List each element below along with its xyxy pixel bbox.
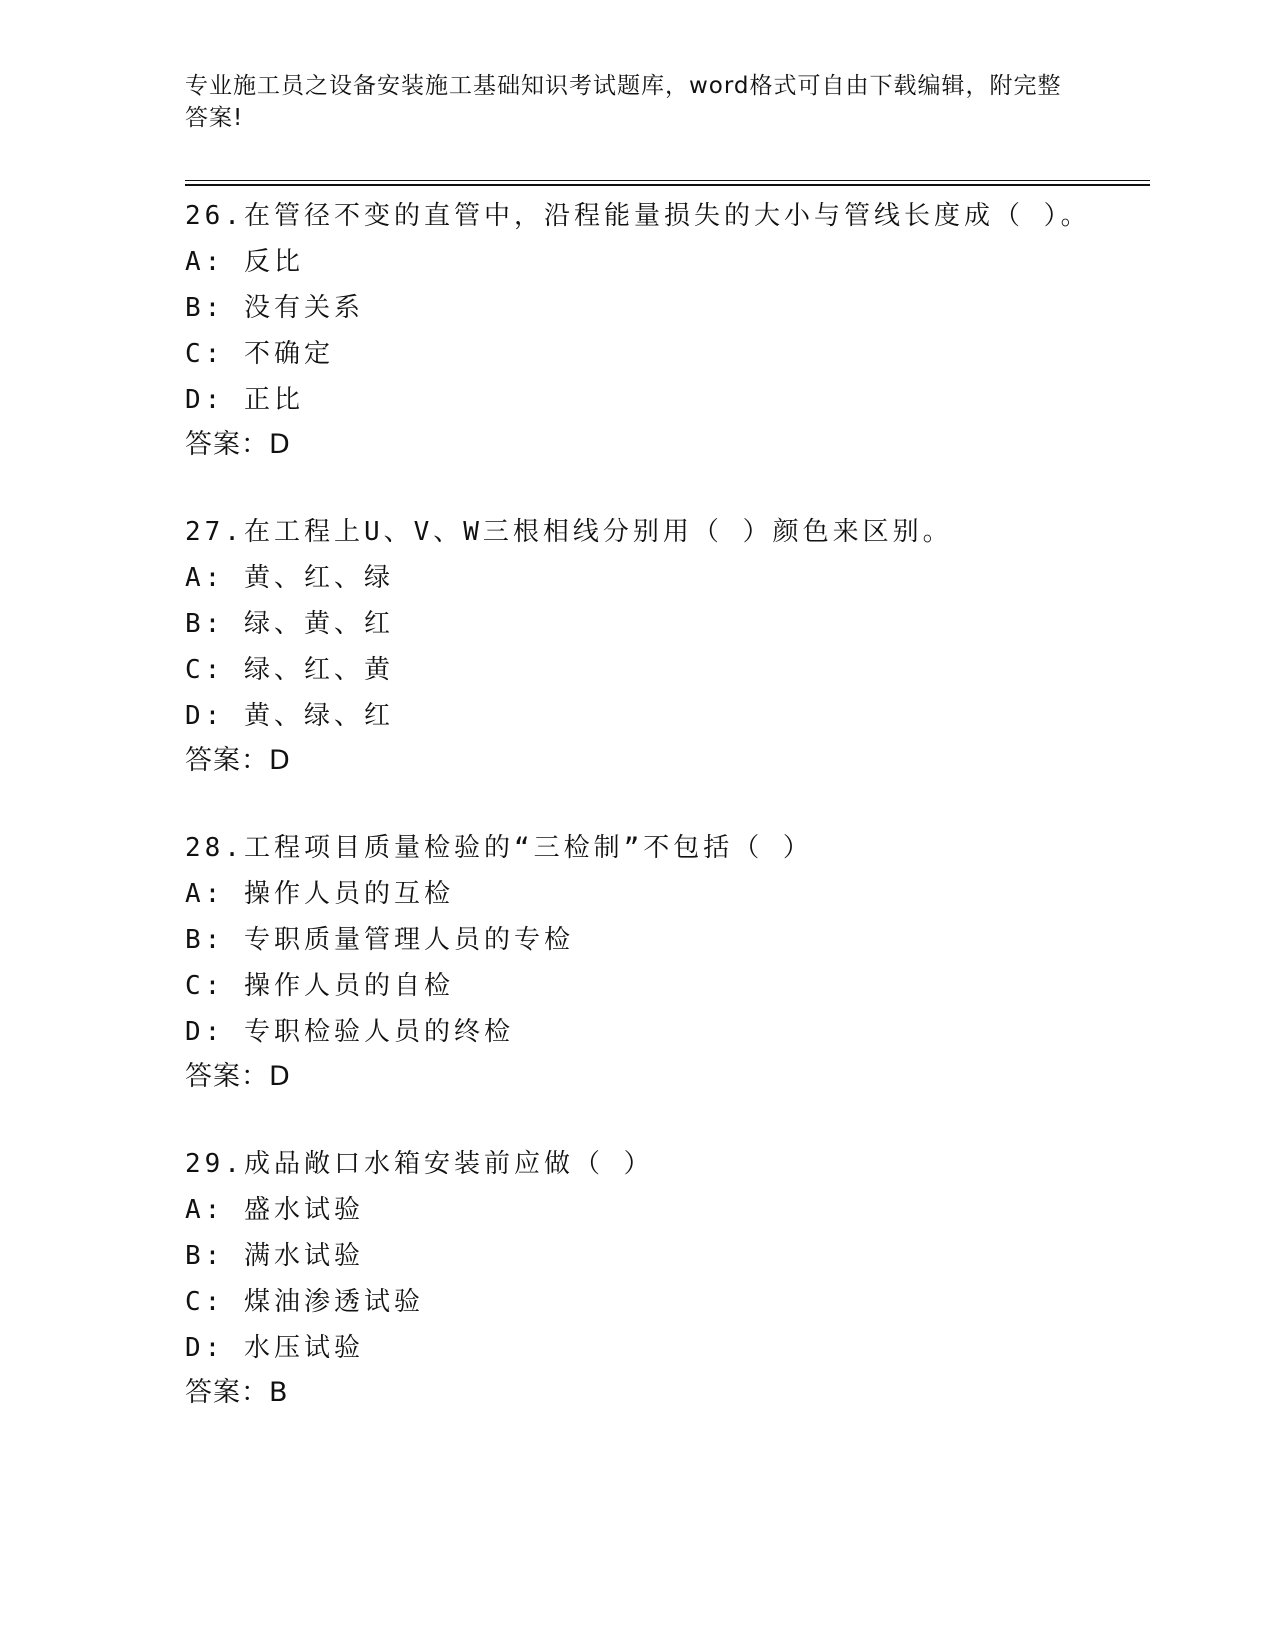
question-list bbox=[185, 193, 1145, 1457]
question-28 bbox=[185, 825, 1145, 1099]
question-29 bbox=[185, 1141, 1145, 1415]
option-d: D: 正比 bbox=[185, 385, 304, 415]
option-c: C: 操作人员的自检 bbox=[185, 971, 454, 1001]
option-a: A: 盛水试验 bbox=[185, 1195, 364, 1225]
option-d: D: 水压试验 bbox=[185, 1333, 364, 1363]
question-title: 27.在工程上U、V、W三根相线分别用（ ）颜色来区别。 bbox=[185, 517, 953, 547]
option-b: B: 满水试验 bbox=[185, 1241, 364, 1271]
question-27 bbox=[185, 509, 1145, 783]
answer: 答案：D bbox=[185, 745, 291, 776]
option-b: B: 专职质量管理人员的专检 bbox=[185, 925, 574, 955]
option-a: A: 黄、红、绿 bbox=[185, 563, 394, 593]
option-c: C: 煤油渗透试验 bbox=[185, 1287, 424, 1317]
option-b: B: 没有关系 bbox=[185, 293, 364, 323]
answer: 答案：D bbox=[185, 1061, 291, 1092]
question-title: 28.工程项目质量检验的“三检制”不包括（ ） bbox=[185, 833, 813, 863]
answer: 答案：B bbox=[185, 1377, 289, 1408]
option-c: C: 绿、红、黄 bbox=[185, 655, 394, 685]
option-a: A: 反比 bbox=[185, 247, 304, 277]
header-divider-top bbox=[185, 180, 1150, 181]
option-b: B: 绿、黄、红 bbox=[185, 609, 394, 639]
question-title: 26.在管径不变的直管中，沿程能量损失的大小与管线长度成（ ）。 bbox=[185, 201, 1091, 231]
header-divider-bottom bbox=[185, 184, 1150, 186]
answer: 答案：D bbox=[185, 429, 291, 460]
document-intro: 专业施工员之设备安装施工基础知识考试题库，word格式可自由下载编辑，附完整答案! bbox=[185, 73, 1062, 131]
option-d: D: 专职检验人员的终检 bbox=[185, 1017, 514, 1047]
option-c: C: 不确定 bbox=[185, 339, 334, 369]
question-title: 29.成品敞口水箱安装前应做（ ） bbox=[185, 1149, 654, 1179]
option-a: A: 操作人员的互检 bbox=[185, 879, 454, 909]
option-d: D: 黄、绿、红 bbox=[185, 701, 394, 731]
question-26 bbox=[185, 193, 1145, 467]
